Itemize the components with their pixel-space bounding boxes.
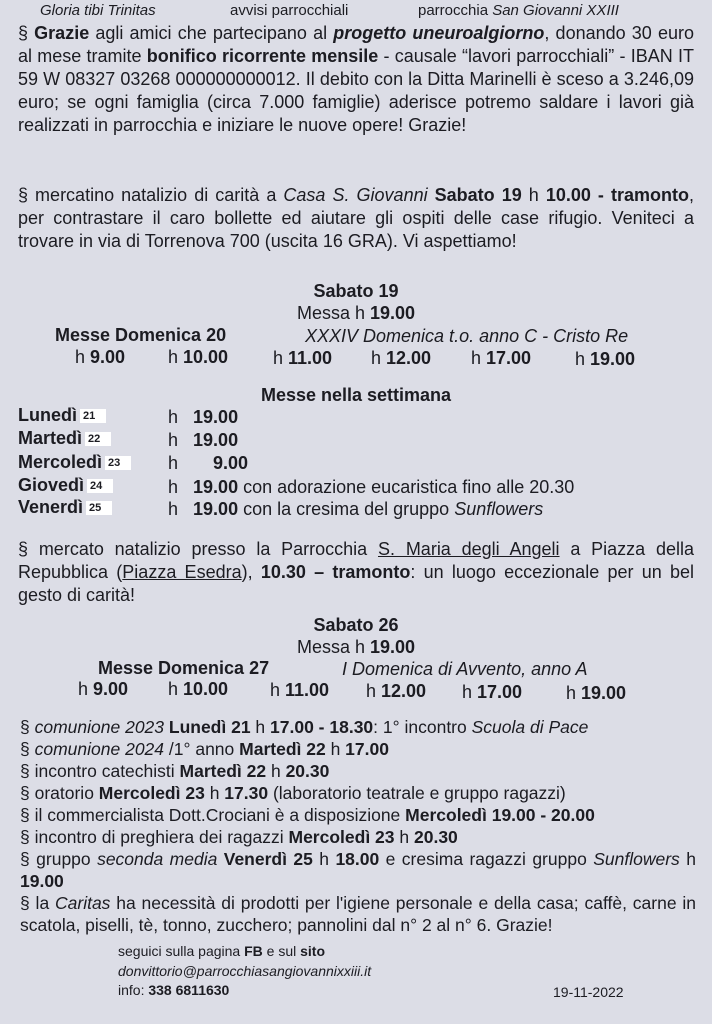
weekday-time: h 19.00 [168, 430, 239, 450]
notice-item: § comunione 2023 Lunedì 21 h 17.00 - 18.30: 1° incontro Scuola di Pace [20, 717, 589, 737]
notice-item: § incontro catechisti Martedì 22 h 20.30 [20, 761, 330, 781]
footer-follow: seguici sulla pagina FB e sul sito [118, 943, 326, 959]
sunday-20-liturgy: XXXIV Domenica t.o. anno C - Cristo Re [305, 326, 629, 346]
weekday-time: h 19.00 con adorazione eucaristica fino alle 20.30 [168, 477, 575, 497]
mass-time: h 17.00 [462, 682, 523, 702]
mass-time: h 9.00 [75, 347, 126, 367]
footer-info: info: 338 6811630 [118, 982, 230, 998]
notice-item: § la Caritas ha necessità di prodotti per l'igiene personale e della casa; caffè, carne in scatola, piselli, tè, tonno, zucchero; pannolini dal n° 2 al n° 6. Grazie! [20, 893, 696, 935]
sunday-27-label: Messe Domenica 27 [98, 658, 270, 678]
paragraph-santa-maria-market: § mercato natalizio presso la Parrocchia S. Maria degli Angeli a Piazza della Repubblica (Piazza Esedra), 10.30 – tramonto: un luogo eccezionale per un bel gesto di carità! [18, 539, 695, 605]
weekday-day: Venerdì 25 [18, 497, 112, 518]
weekday-day: Mercoledì 23 [18, 452, 131, 473]
mass-time: h 19.00 [566, 683, 627, 703]
header-parish [418, 2, 619, 19]
mass-time: h 12.00 [371, 348, 432, 368]
mass-time: h 11.00 [273, 348, 333, 368]
footer-date: 19-11-2022 [553, 984, 624, 1000]
saturday-19-mass: Messa h 19.00 [296, 303, 416, 323]
header-title: avvisi parrocchiali [230, 2, 349, 19]
paragraph-christmas-market: § mercatino natalizio di carità a Casa S. Giovanni Sabato 19 h 10.00 - tramonto, per contrastare il caro bollette ed aiutare gli ospiti delle case rifugio. Veniteci a trovare in via di Torrenova 700 (uscita 16 GRA). Vi aspettiamo! [18, 185, 694, 251]
notices-list [20, 716, 696, 936]
weekday-day: Giovedì 24 [18, 475, 113, 496]
mass-time: h 10.00 [168, 347, 229, 367]
notice-item: § oratorio Mercoledì 23 h 17.30 (laboratorio teatrale e gruppo ragazzi) [20, 783, 566, 803]
weekday-day: Martedì 22 [18, 428, 111, 449]
sunday-27-liturgy: I Domenica di Avvento, anno A [342, 659, 588, 679]
mass-time: h 19.00 [575, 349, 636, 369]
weekday-time: h 19.00 [168, 407, 239, 427]
notice-item: § incontro di preghiera dei ragazzi Mercoledì 23 h 20.30 [20, 827, 458, 847]
weekday-time: h 19.00 con la cresima del gruppo Sunflowers [168, 499, 544, 519]
mass-time: h 10.00 [168, 679, 229, 699]
weekday-day: Lunedì 21 [18, 405, 106, 426]
saturday-19-title: Sabato 19 [313, 281, 399, 301]
saturday-26-mass: Messa h 19.00 [296, 637, 416, 657]
header-parish-name: San Giovanni XXIII [492, 2, 619, 19]
mass-time: h 12.00 [366, 681, 427, 701]
header-motto: Gloria tibi Trinitas [40, 2, 156, 19]
notice-item: § comunione 2024 /1° anno Martedì 22 h 17.00 [20, 739, 389, 759]
sunday-20-label: Messe Domenica 20 [55, 325, 227, 345]
footer-email[interactable]: donvittorio@parrocchiasangiovannixxiii.it [118, 963, 372, 979]
weekday-masses-title: Messe nella settimana [260, 385, 452, 405]
mass-time: h 11.00 [270, 680, 330, 700]
mass-time: h 9.00 [78, 679, 129, 699]
notice-item: § il commercialista Dott.Crociani è a disposizione Mercoledì 19.00 - 20.00 [20, 805, 595, 825]
mass-time: h 17.00 [471, 348, 532, 368]
saturday-26-title: Sabato 26 [313, 615, 399, 635]
paragraph-donation: § Grazie agli amici che partecipano al progetto uneuroalgiorno, donando 30 euro al mese tramite bonifico ricorrente mensile - causale “lavori parrocchiali” - IBAN IT 59 W 08327 03268 000000000012. Il debito con la Ditta Marinelli è sceso a 3.246,09 euro; se ogni famiglia (circa 7.000 famiglie) aderisce potremo saldare i lavori già realizzati in parrocchia e iniziare le nuove opere! Grazie! [18, 23, 694, 135]
notice-item: § gruppo seconda media Venerdì 25 h 18.00 e cresima ragazzi gruppo Sunflowers h 19.00 [20, 849, 696, 891]
header-parish-prefix: parrocchia [418, 2, 493, 19]
weekday-time: h 9.00 [168, 453, 249, 473]
